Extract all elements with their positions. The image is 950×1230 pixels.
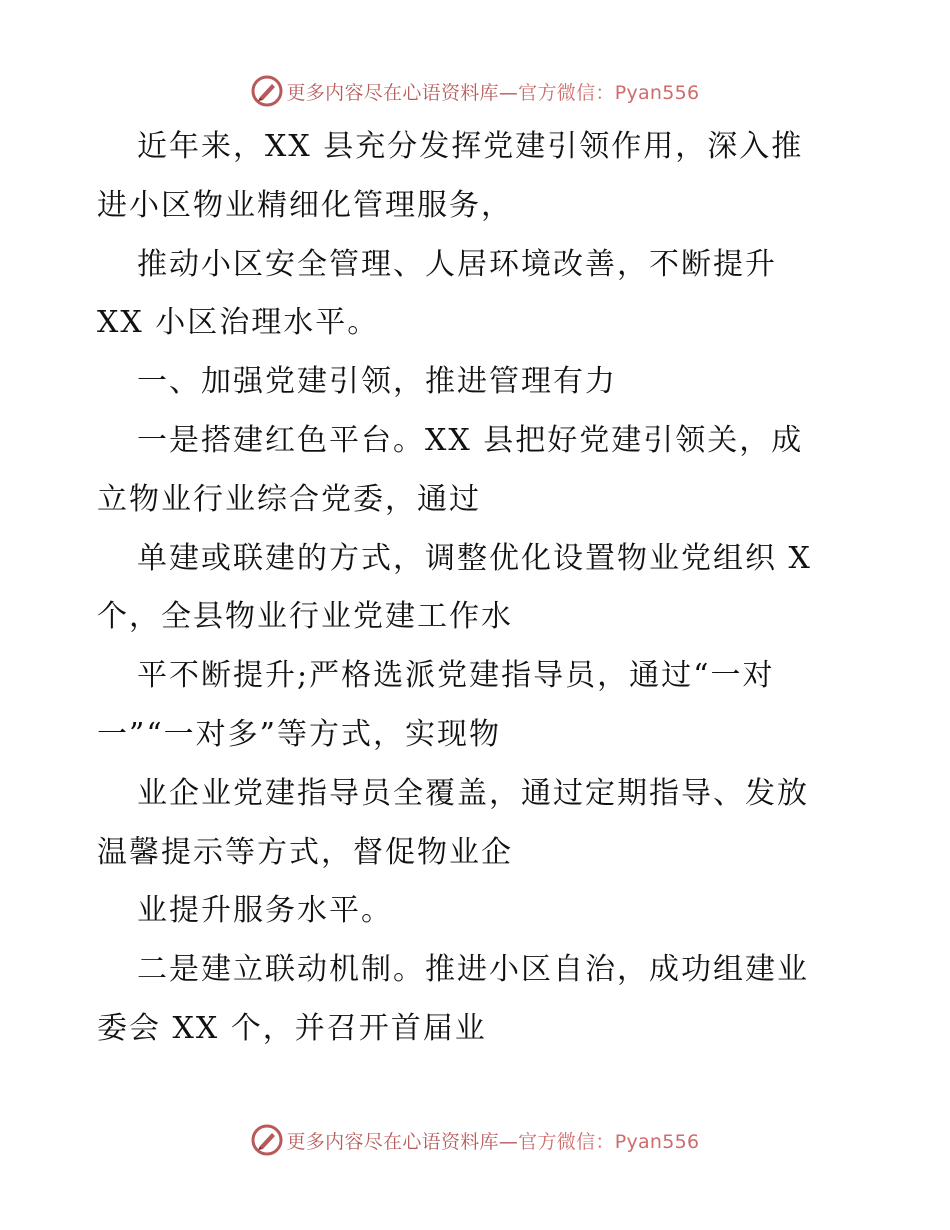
header-watermark bbox=[0, 71, 950, 111]
paragraph-line: 一”“一对多”等方式，实现物 bbox=[97, 716, 502, 752]
watermark-wechat-id: Pyan556 bbox=[614, 81, 700, 104]
paragraph-line: 二是建立联动机制。推进小区自治，成功组建业 bbox=[137, 952, 809, 988]
paragraph-line: 进小区物业精细化管理服务， bbox=[97, 187, 513, 223]
paragraph-line: 立物业行业综合党委，通过 bbox=[97, 481, 481, 517]
watermark-site-name: 更多内容尽在心语资料库 bbox=[286, 81, 499, 104]
watermark-site-name: 更多内容尽在心语资料库 bbox=[286, 1130, 499, 1153]
paragraph-line: XX 小区治理水平。 bbox=[97, 305, 380, 341]
paragraph-line: 一是搭建红色平台。XX 县把好党建引领关，成 bbox=[137, 422, 804, 458]
paragraph-line: 平不断提升;严格选派党建指导员，通过“一对 bbox=[137, 658, 775, 694]
watermark-wechat-id: Pyan556 bbox=[614, 1130, 700, 1153]
watermark-dash: — bbox=[498, 1130, 519, 1153]
pen-logo-icon bbox=[251, 75, 283, 107]
paragraph-line: 近年来，XX 县充分发挥党建引领作用，深入推 bbox=[137, 129, 804, 164]
watermark-text bbox=[287, 78, 700, 105]
paragraph-line: 个，全县物业行业党建工作水 bbox=[97, 599, 513, 635]
watermark-dash: — bbox=[498, 81, 519, 104]
paragraph-line: 委会 XX 个，并召开首届业 bbox=[97, 1010, 487, 1046]
watermark-text bbox=[287, 1127, 700, 1154]
watermark-wechat-label: 官方微信： bbox=[518, 1130, 615, 1153]
paragraph-line: 单建或联建的方式，调整优化设置物业党组织 X bbox=[137, 540, 812, 576]
section-heading: 一、加强党建引领，推进管理有力 bbox=[137, 364, 617, 400]
paragraph-line: 业提升服务水平。 bbox=[137, 893, 393, 929]
watermark-wechat-label: 官方微信： bbox=[518, 81, 615, 104]
pen-logo-icon bbox=[251, 1124, 283, 1156]
document-body bbox=[97, 118, 857, 1059]
paragraph-line: 推动小区安全管理、人居环境改善，不断提升 bbox=[137, 246, 777, 282]
paragraph-line: 业企业党建指导员全覆盖，通过定期指导、发放 bbox=[137, 775, 809, 811]
footer-watermark bbox=[0, 1120, 950, 1160]
paragraph-line: 温馨提示等方式，督促物业企 bbox=[97, 834, 513, 870]
